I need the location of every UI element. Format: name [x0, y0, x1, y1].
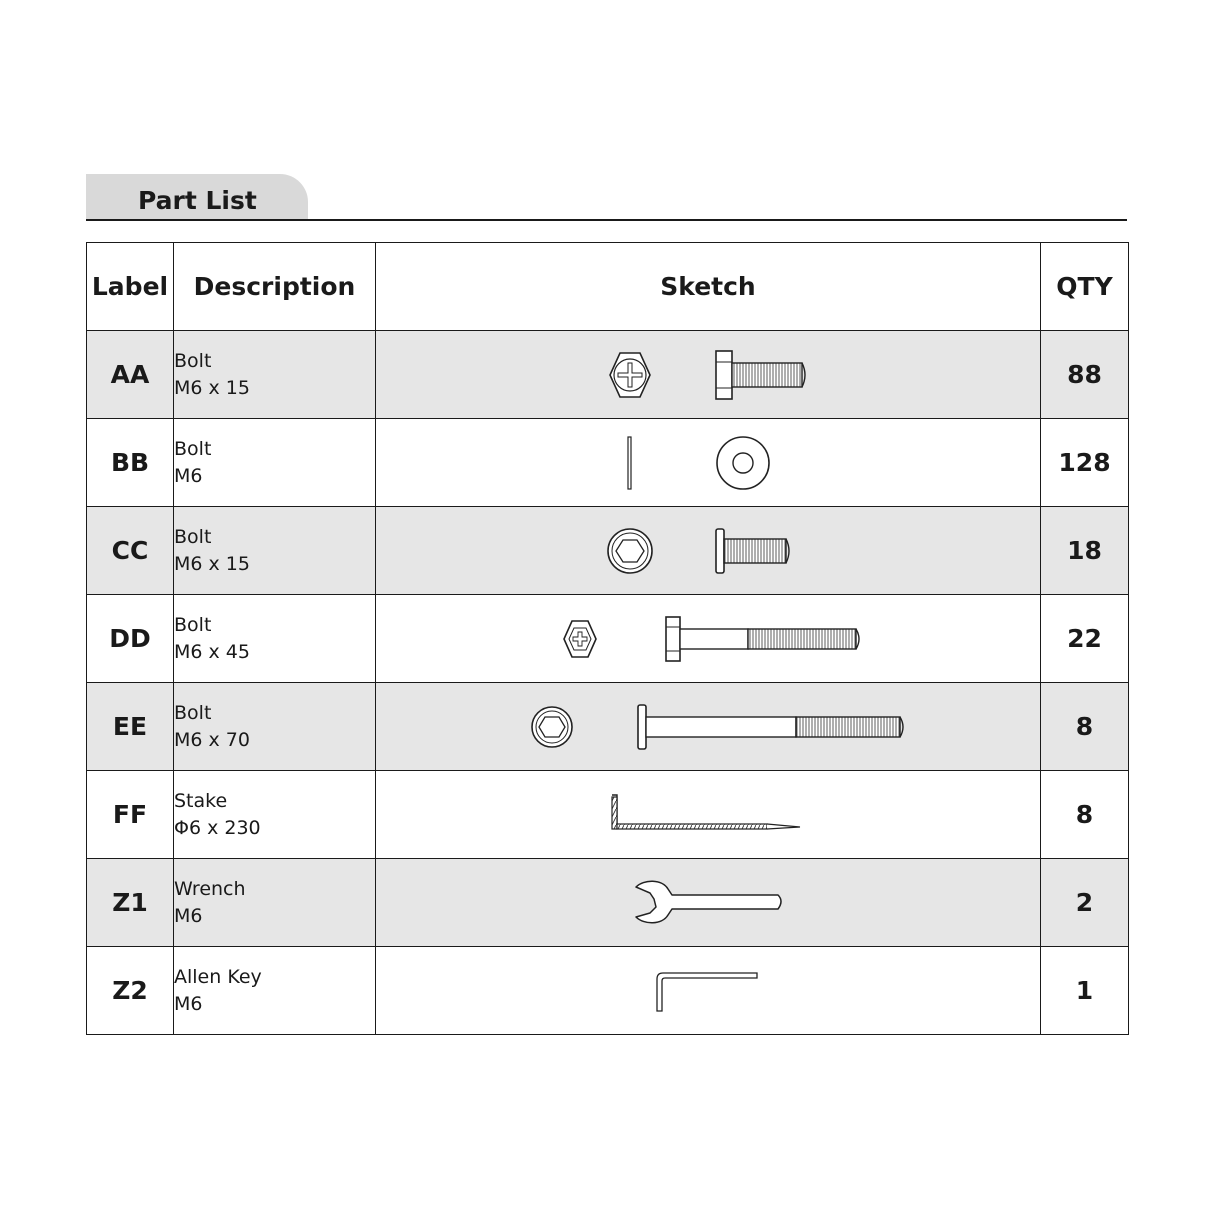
part-label: FF — [87, 771, 174, 859]
part-size: M6 x 70 — [174, 728, 250, 751]
part-name: Bolt — [174, 437, 212, 460]
part-name: Wrench — [174, 877, 246, 900]
table-row — [87, 331, 1129, 419]
table-row — [87, 771, 1129, 859]
part-name: Bolt — [174, 613, 212, 636]
table-row — [87, 595, 1129, 683]
allen-key-icon — [653, 961, 763, 1021]
column-header-sketch: Sketch — [376, 243, 1041, 331]
hex-socket-bolt-long-icon — [508, 697, 908, 757]
part-size: M6 x 15 — [174, 376, 250, 399]
table-row — [87, 507, 1129, 595]
part-label: CC — [87, 507, 174, 595]
part-sketch — [376, 331, 1041, 419]
part-label: Z2 — [87, 947, 174, 1035]
part-sketch — [376, 595, 1041, 683]
part-label: DD — [87, 595, 174, 683]
part-description — [174, 419, 376, 507]
part-label: AA — [87, 331, 174, 419]
wrench-icon — [628, 873, 788, 933]
table-header-row — [87, 243, 1129, 331]
table-row — [87, 947, 1129, 1035]
table-row — [87, 419, 1129, 507]
hex-bolt-medium-icon — [548, 609, 868, 669]
page-title: Part List — [138, 186, 257, 215]
part-description — [174, 859, 376, 947]
column-header-description: Description — [174, 243, 376, 331]
part-size: M6 — [174, 464, 203, 487]
column-header-label: Label — [87, 243, 174, 331]
part-size: M6 — [174, 904, 203, 927]
part-name: Bolt — [174, 349, 212, 372]
flat-washer-icon — [598, 433, 818, 493]
part-name: Allen Key — [174, 965, 262, 988]
table-row — [87, 683, 1129, 771]
part-label: EE — [87, 683, 174, 771]
part-description — [174, 683, 376, 771]
part-size: Φ6 x 230 — [174, 816, 261, 839]
part-size: M6 — [174, 992, 203, 1015]
hex-socket-bolt-short-icon — [598, 521, 818, 581]
part-name: Stake — [174, 789, 228, 812]
part-qty: 8 — [1041, 683, 1129, 771]
part-sketch — [376, 947, 1041, 1035]
part-qty: 1 — [1041, 947, 1129, 1035]
part-label: BB — [87, 419, 174, 507]
part-sketch — [376, 859, 1041, 947]
part-sketch — [376, 507, 1041, 595]
part-qty: 2 — [1041, 859, 1129, 947]
part-description — [174, 595, 376, 683]
part-qty: 128 — [1041, 419, 1129, 507]
part-name: Bolt — [174, 525, 212, 548]
part-name: Bolt — [174, 701, 212, 724]
part-label: Z1 — [87, 859, 174, 947]
part-description — [174, 507, 376, 595]
hex-bolt-short-icon — [598, 345, 818, 405]
title-rule — [86, 219, 1127, 221]
part-description — [174, 947, 376, 1035]
table-row — [87, 859, 1129, 947]
column-header-qty: QTY — [1041, 243, 1129, 331]
part-qty: 22 — [1041, 595, 1129, 683]
part-qty: 18 — [1041, 507, 1129, 595]
part-sketch — [376, 771, 1041, 859]
part-description — [174, 771, 376, 859]
part-size: M6 x 45 — [174, 640, 250, 663]
parts-table — [86, 242, 1129, 1035]
stake-icon — [608, 785, 808, 845]
part-qty: 8 — [1041, 771, 1129, 859]
part-sketch — [376, 419, 1041, 507]
part-description — [174, 331, 376, 419]
part-size: M6 x 15 — [174, 552, 250, 575]
part-sketch — [376, 683, 1041, 771]
part-qty: 88 — [1041, 331, 1129, 419]
